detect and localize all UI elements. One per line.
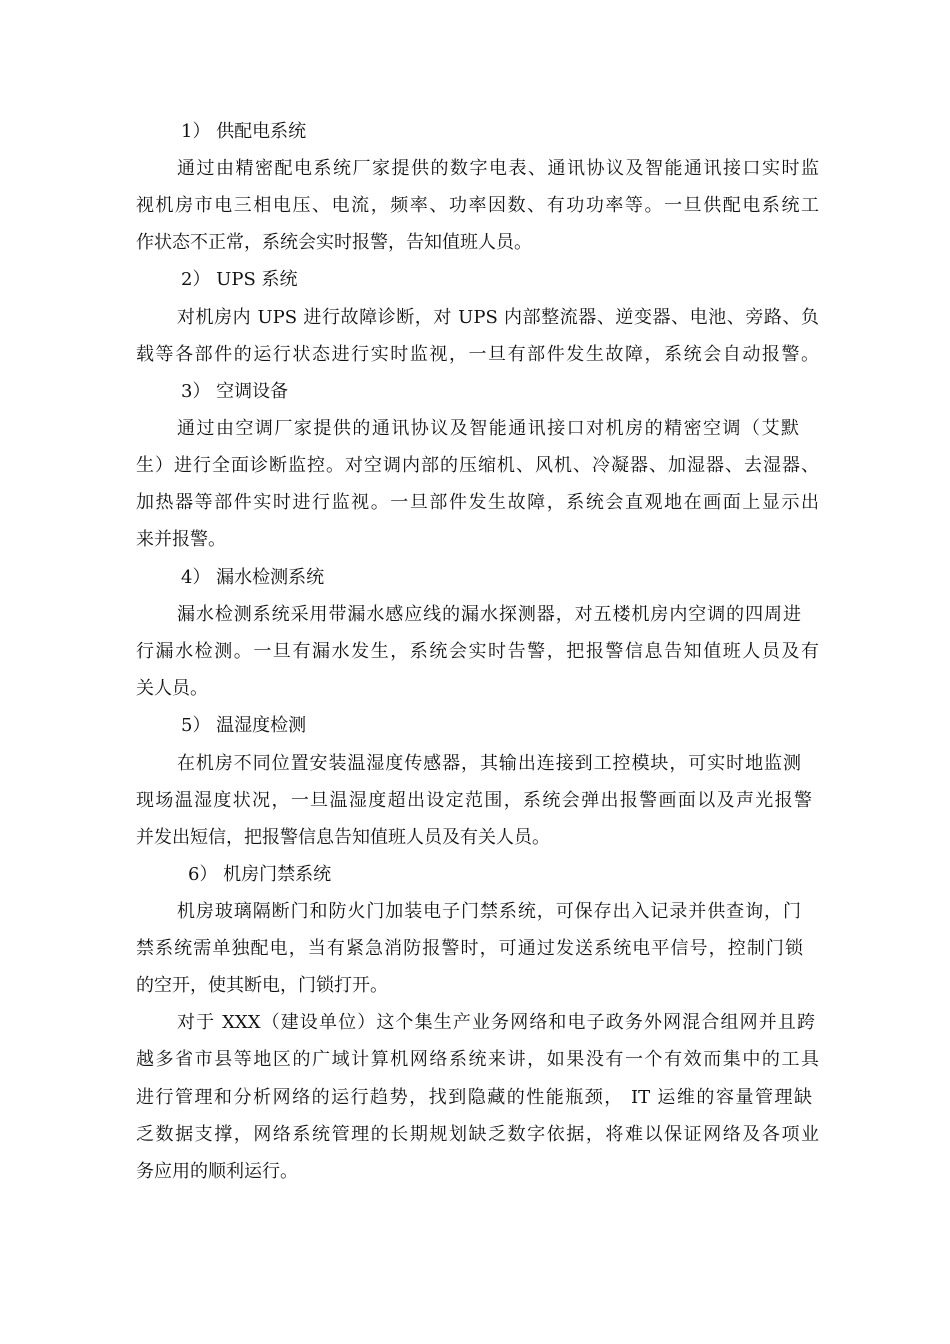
paragraph-line: 加热器等部件实时进行监视。一旦部件发生故障，系统会直观地在画面上显示出	[136, 492, 819, 513]
paragraph-line: 越多省市县等地区的广域计算机网络系统来讲，如果没有一个有效而集中的工具	[136, 1049, 819, 1070]
paragraph-line: 并发出短信，把报警信息告知值班人员及有关人员。	[136, 827, 550, 848]
section-heading-humidity: 5） 温湿度检测	[181, 715, 307, 736]
paragraph-line: 机房玻璃隔断门和防火门加装电子门禁系统，可保存出入记录并供查询，门	[177, 901, 801, 922]
paragraph-line: 务应用的顺利运行。	[136, 1161, 298, 1182]
paragraph-line: 对于 XXX（建设单位）这个集生产业务网络和电子政务外网混合组网并且跨	[177, 1012, 815, 1033]
paragraph-line: 漏水检测系统采用带漏水感应线的漏水探测器，对五楼机房内空调的四周进	[177, 604, 801, 625]
paragraph-line: 通过由精密配电系统厂家提供的数字电表、通讯协议及智能通讯接口实时监	[177, 158, 819, 179]
section-heading-ac: 3） 空调设备	[181, 381, 289, 402]
paragraph-line: 在机房不同位置安装温湿度传感器，其输出连接到工控模块，可实时地监测	[177, 753, 801, 774]
section-heading-access: 6） 机房门禁系统	[188, 864, 332, 885]
paragraph-line: 行漏水检测。一旦有漏水发生，系统会实时告警，把报警信息告知值班人员及有	[136, 641, 819, 662]
paragraph-line: 来并报警。	[136, 529, 226, 550]
paragraph-line: 的空开，使其断电，门锁打开。	[136, 975, 388, 996]
section-heading-power: 1） 供配电系统	[181, 121, 307, 142]
paragraph-line: 对机房内 UPS 进行故障诊断，对 UPS 内部整流器、逆变器、电池、旁路、负	[177, 307, 819, 328]
paragraph-line: 载等各部件的运行状态进行实时监视，一旦有部件发生故障，系统会自动报警。	[136, 344, 819, 365]
paragraph-line: 生）进行全面诊断监控。对空调内部的压缩机、风机、冷凝器、加湿器、去湿器、	[136, 455, 819, 476]
paragraph-line: 通过由空调厂家提供的通讯协议及智能通讯接口对机房的精密空调（艾默	[177, 418, 799, 439]
section-heading-leak: 4） 漏水检测系统	[181, 567, 325, 588]
paragraph-line: 乏数据支撑，网络系统管理的长期规划缺乏数字依据，将难以保证网络及各项业	[136, 1124, 819, 1145]
paragraph-line: 视机房市电三相电压、电流，频率、功率因数、有功功率等。一旦供配电系统工	[136, 195, 819, 216]
paragraph-line: 关人员。	[136, 678, 208, 699]
paragraph-line: 进行管理和分析网络的运行趋势，找到隐藏的性能瓶颈， IT 运维的容量管理缺	[136, 1087, 812, 1108]
paragraph-line: 作状态不正常，系统会实时报警，告知值班人员。	[136, 232, 532, 253]
paragraph-line: 禁系统需单独配电，当有紧急消防报警时，可通过发送系统电平信号，控制门锁	[136, 938, 803, 959]
section-heading-ups: 2） UPS 系统	[181, 269, 298, 290]
paragraph-line: 现场温湿度状况，一旦温湿度超出设定范围，系统会弹出报警画面以及声光报警	[136, 790, 812, 811]
